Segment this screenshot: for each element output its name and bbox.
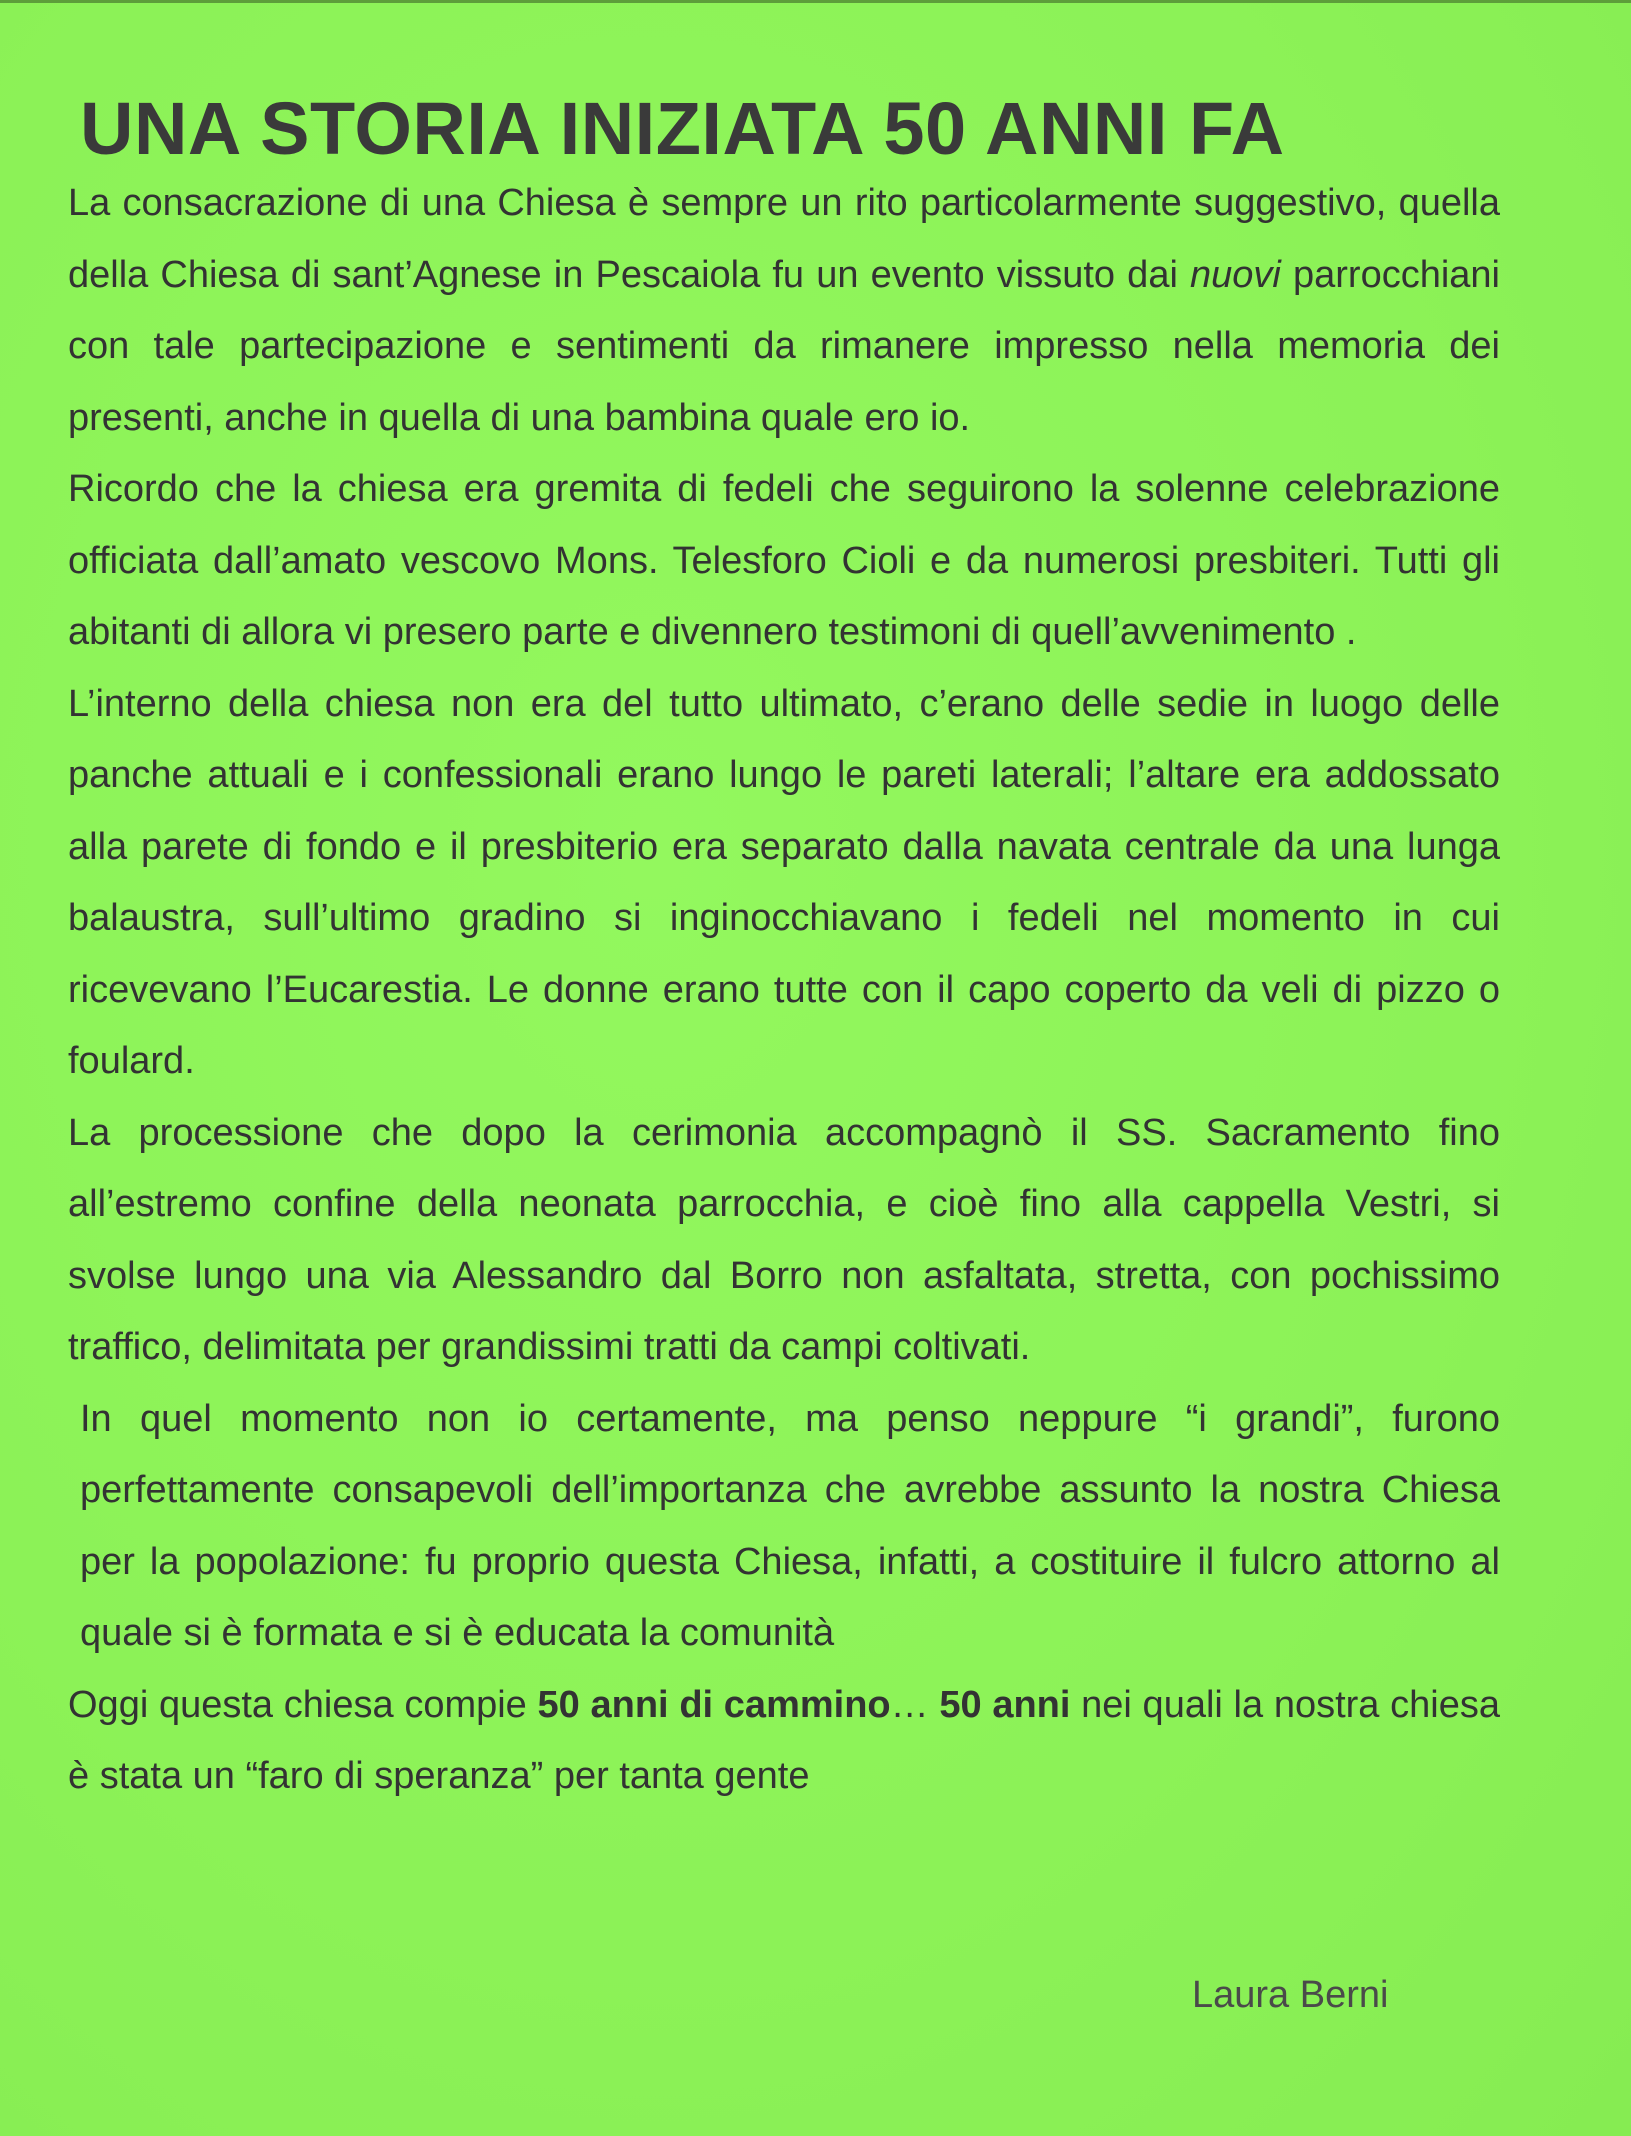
paragraph-fifty-years-text-start: Oggi questa chiesa compie	[68, 1683, 538, 1726]
author-signature: Laura Berni	[1192, 1974, 1389, 2016]
paragraph-consecration-text-start: La consacrazione di una Chiesa è sempre un rito particolarmente suggestivo, quella della Chiesa di sant’Agnese in Pescaiola fu un evento vissuto dai	[68, 182, 1500, 296]
bold-anni: 50 anni	[939, 1683, 1071, 1726]
paragraph-celebration: Ricordo che la chiesa era gremita di fedeli che seguirono la solenne celebrazione officiata dall’amato vescovo Mons. Telesforo Cioli e da numerosi presbiteri. Tutti gli abitanti di allora vi presero parte e divennero testimoni di quell’avvenimento .	[68, 468, 1500, 653]
paragraph-consecration	[68, 168, 1500, 454]
bold-cammino: 50 anni di cammino	[537, 1683, 891, 1726]
paper-top-edge	[0, 0, 1631, 3]
paragraph-fifty-years	[68, 1670, 1500, 1813]
paragraph-consecration-text-end: parrocchiani con tale partecipazione e sentimenti da rimanere impresso nella memoria dei presenti, anche in quella di una bambina quale ero io.	[68, 253, 1500, 439]
paragraph-importance: In quel momento non io certamente, ma penso neppure “i grandi”, furono perfettamente consapevoli dell’importanza che avrebbe assunto la nostra Chiesa per la popolazione: fu proprio questa Chiesa, infatti, a costituire il fulcro attorno al quale si è formata e si è educata la comunità	[80, 1397, 1500, 1654]
paragraph-fifty-years-text-end: nei quali la nostra chiesa è stata un “faro di speranza” per tanta gente	[68, 1683, 1500, 1797]
page-title: UNA STORIA INIZIATA 50 ANNI FA	[80, 87, 1285, 170]
emphasis-nuovi: nuovi	[1190, 253, 1281, 296]
paragraph-procession: La processione che dopo la cerimonia accompagnò il SS. Sacramento fino all’estremo confine della neonata parrocchia, e cioè fino alla cappella Vestri, si svolse lungo una via Alessandro dal Borro non asfaltata, stretta, con pochissimo traffico, delimitata per grandissimi tratti da campi coltivati.	[68, 1111, 1500, 1368]
article-body	[68, 168, 1500, 1813]
ellipsis: …	[890, 1683, 940, 1726]
paragraph-church-interior: L’interno della chiesa non era del tutto ultimato, c’erano delle sedie in luogo delle panche attuali e i confessionali erano lungo le pareti laterali; l’altare era addossato alla parete di fondo e il presbiterio era separato dalla navata centrale da una lunga balaustra, sull’ultimo gradino si inginocchiavano i fedeli nel momento in cui ricevevano l’Eucarestia. Le donne erano tutte con il capo coperto da veli di pizzo o foulard.	[68, 682, 1500, 1082]
